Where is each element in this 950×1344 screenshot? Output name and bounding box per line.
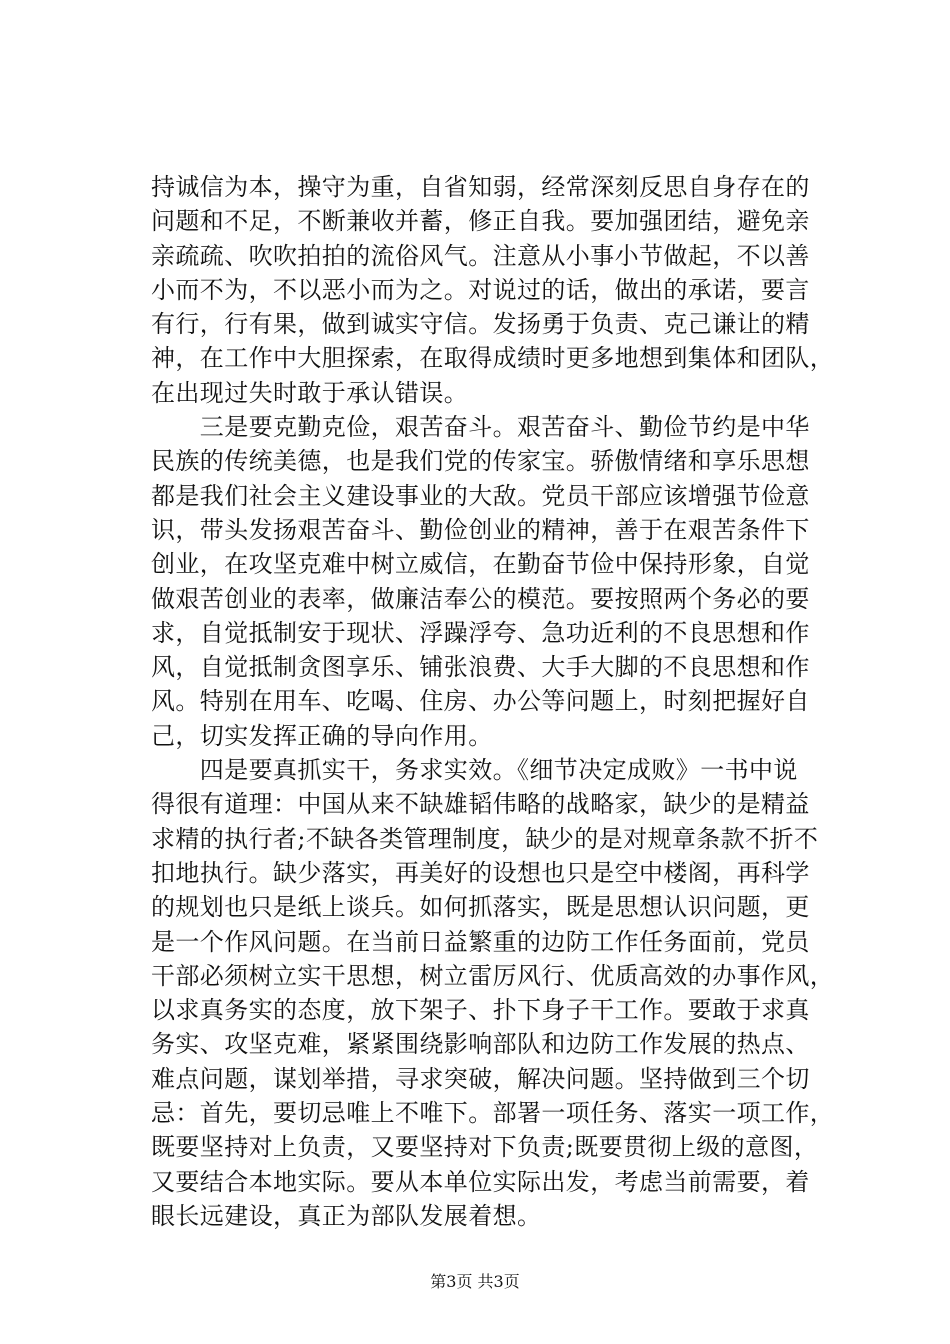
text-line: 又要结合本地实际。要从本单位实际出发，考虑当前需要，着 (151, 1167, 810, 1196)
text-line: 小而不为，不以恶小而为之。对说过的话，做出的承诺，要言 (151, 275, 810, 304)
text-line: 是一个作风问题。在当前日益繁重的边防工作任务面前，党员 (151, 927, 810, 956)
text-line: 扣地执行。缺少落实，再美好的设想也只是空中楼阁，再科学 (151, 858, 810, 887)
page-number-footer: 第3页 共3页 (430, 1272, 520, 1291)
text-line: 三是要克勤克俭，艰苦奋斗。艰苦奋斗、勤俭节约是中华 (151, 413, 810, 442)
text-line: 民族的传统美德，也是我们党的传家宝。骄傲情绪和享乐思想 (151, 447, 810, 476)
text-line: 己，切实发挥正确的导向作用。 (151, 721, 493, 750)
text-line: 四是要真抓实干，务求实效。《细节决定成败》一书中说 (151, 756, 798, 785)
text-line: 既要坚持对上负责，又要坚持对下负责;既要贯彻上级的意图， (151, 1133, 819, 1162)
text-line: 持诚信为本，操守为重，自省知弱，经常深刻反思自身存在的 (151, 173, 810, 201)
text-line: 的规划也只是纸上谈兵。如何抓落实，既是思想认识问题，更 (151, 893, 810, 922)
text-line: 神，在工作中大胆探索，在取得成绩时更多地想到集体和团队， (151, 344, 835, 373)
text-line: 求精的执行者;不缺各类管理制度，缺少的是对规章条款不折不 (151, 824, 819, 853)
text-line: 眼长远建设，真正为部队发展着想。 (151, 1201, 542, 1230)
text-line: 亲疏疏、吹吹拍拍的流俗风气。注意从小事小节做起，不以善 (151, 241, 810, 270)
text-line: 忌：首先，要切忌唯上不唯下。部署一项任务、落实一项工作， (151, 1099, 835, 1128)
text-line: 难点问题，谋划举措，寻求突破，解决问题。坚持做到三个切 (151, 1064, 810, 1093)
body-text (151, 170, 841, 1233)
text-line: 创业，在攻坚克难中树立威信，在勤奋节俭中保持形象，自觉 (151, 550, 810, 579)
text-line: 求，自觉抵制安于现状、浮躁浮夸、急功近利的不良思想和作 (151, 618, 810, 647)
text-line: 务实、攻坚克难，紧紧围绕影响部队和边防工作发展的热点、 (151, 1030, 810, 1059)
text-line: 以求真务实的态度，放下架子、扑下身子干工作。要敢于求真 (151, 996, 810, 1025)
text-line: 识，带头发扬艰苦奋斗、勤俭创业的精神，善于在艰苦条件下 (151, 515, 810, 544)
text-line: 有行，行有果，做到诚实守信。发扬勇于负责、克己谦让的精 (151, 310, 810, 339)
text-line: 风。特别在用车、吃喝、住房、办公等问题上，时刻把握好自 (151, 687, 810, 716)
text-line: 都是我们社会主义建设事业的大敌。党员干部应该增强节俭意 (151, 481, 810, 510)
text-line: 做艰苦创业的表率，做廉洁奉公的模范。要按照两个务必的要 (151, 584, 810, 613)
text-line: 在出现过失时敢于承认错误。 (151, 378, 469, 407)
text-line: 问题和不足，不断兼收并蓄，修正自我。要加强团结，避免亲 (151, 207, 810, 236)
text-line: 风，自觉抵制贪图享乐、铺张浪费、大手大脚的不良思想和作 (151, 653, 810, 682)
text-line: 得很有道理：中国从来不缺雄韬伟略的战略家，缺少的是精益 (151, 790, 810, 819)
text-line: 干部必须树立实干思想，树立雷厉风行、优质高效的办事作风， (151, 961, 835, 990)
